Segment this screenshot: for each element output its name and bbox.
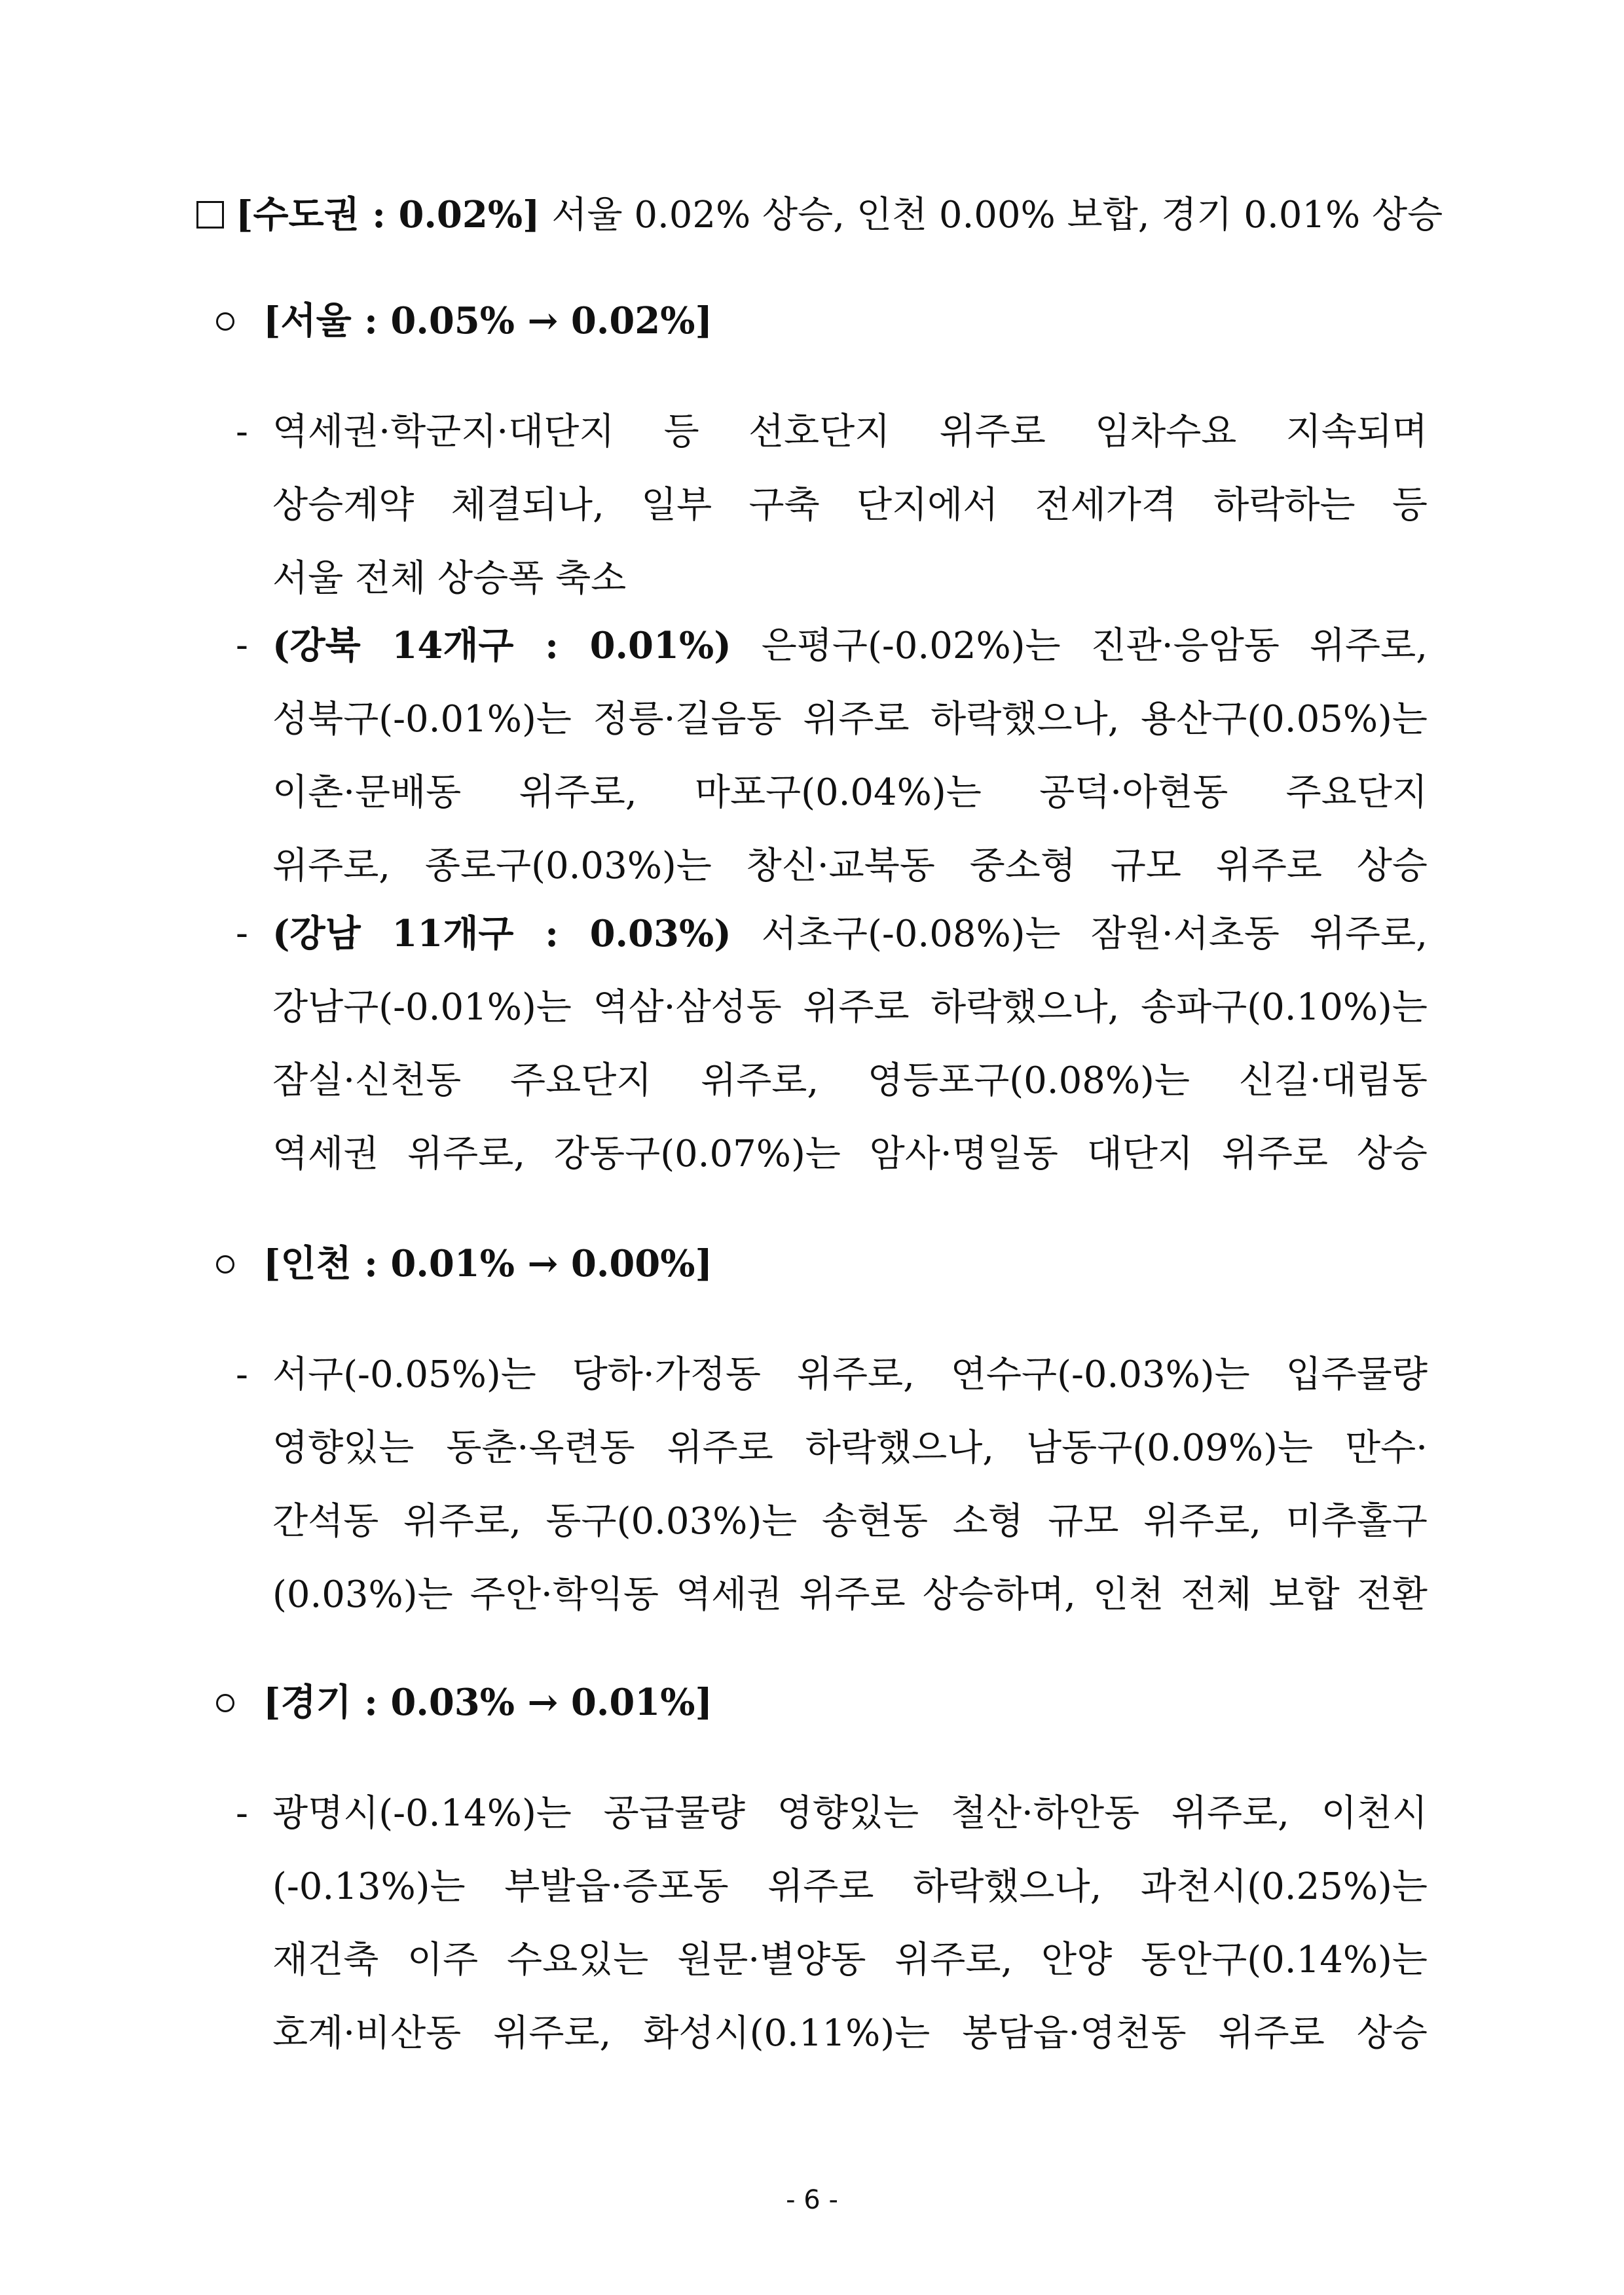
bullet-paragraph bbox=[236, 897, 1428, 1191]
dash-marker: - bbox=[236, 411, 248, 453]
paragraph-line: 강남구(-0.01%)는 역삼·삼성동 위주로 하락했으나, 송파구(0.10%)는 bbox=[272, 986, 1428, 1029]
paragraph-line: 서초구(-0.08%)는 잠원·서초동 위주로, bbox=[731, 913, 1428, 955]
paragraph-line: 이촌·문배동 위주로, 마포구(0.04%)는 공덕·아현동 주요단지 bbox=[272, 771, 1428, 814]
paragraph-line: 잠실·신천동 주요단지 위주로, 영등포구(0.08%)는 신길·대림동 bbox=[272, 1059, 1428, 1102]
paragraph-line: (0.03%)는 주안·학익동 역세권 위주로 상승하며, 인천 전체 보합 전환 bbox=[272, 1573, 1428, 1616]
subsection-heading-seoul bbox=[216, 288, 1395, 354]
heading-label: [수도권 : 0.02%] bbox=[236, 193, 540, 236]
bullet-paragraph bbox=[236, 609, 1428, 903]
section-heading bbox=[196, 182, 1443, 248]
bullet-paragraph bbox=[236, 395, 1428, 615]
square-bullet-icon bbox=[196, 201, 224, 229]
paragraph-line: 위주로, 종로구(0.03%)는 창신·교북동 중소형 규모 위주로 상승 bbox=[272, 845, 1428, 887]
paragraph-line: 역세권·학군지·대단지 등 선호단지 위주로 임차수요 지속되며 bbox=[272, 411, 1428, 453]
paragraph-line: 성북구(-0.01%)는 정릉·길음동 위주로 하락했으나, 용산구(0.05%)는 bbox=[272, 698, 1428, 741]
bold-prefix: (강남 11개구 : 0.03%) bbox=[272, 912, 731, 955]
paragraph-line: (-0.13%)는 부발읍·증포동 위주로 하락했으나, 과천시(0.25%)는 bbox=[272, 1865, 1428, 1908]
paragraph-line: 호계·비산동 위주로, 화성시(0.11%)는 봉담읍·영천동 위주로 상승 bbox=[272, 2012, 1428, 2055]
dash-marker: - bbox=[236, 624, 248, 667]
circle-bullet-icon bbox=[216, 1255, 234, 1274]
paragraph-line: 광명시(-0.14%)는 공급물량 영향있는 철산·하안동 위주로, 이천시 bbox=[272, 1792, 1428, 1835]
circle-bullet-icon bbox=[216, 312, 234, 331]
paragraph-line: 서울 전체 상승폭 축소 bbox=[272, 557, 627, 600]
paragraph-line: 역세권 위주로, 강동구(0.07%)는 암사·명일동 대단지 위주로 상승 bbox=[272, 1133, 1428, 1175]
subsection-label: [인천 : 0.01% → 0.00%] bbox=[263, 1242, 712, 1285]
paragraph-line: 은평구(-0.02%)는 진관·응암동 위주로, bbox=[731, 625, 1428, 667]
paragraph-line: 간석동 위주로, 동구(0.03%)는 송현동 소형 규모 위주로, 미추홀구 bbox=[272, 1500, 1428, 1543]
heading-text: 서울 0.02% 상승, 인천 0.00% 보합, 경기 0.01% 상승 bbox=[540, 194, 1443, 236]
dash-marker: - bbox=[236, 1792, 248, 1835]
subsection-label: [경기 : 0.03% → 0.01%] bbox=[263, 1681, 712, 1724]
paragraph-line: 상승계약 체결되나, 일부 구축 단지에서 전세가격 하락하는 등 bbox=[272, 484, 1428, 526]
paragraph-line: 서구(-0.05%)는 당하·가정동 위주로, 연수구(-0.03%)는 입주물량 bbox=[272, 1353, 1428, 1396]
subsection-label: [서울 : 0.05% → 0.02%] bbox=[263, 299, 712, 342]
subsection-heading-incheon bbox=[216, 1231, 1395, 1297]
bold-prefix: (강북 14개구 : 0.01%) bbox=[272, 624, 731, 667]
bullet-paragraph bbox=[236, 1338, 1428, 1632]
dash-marker: - bbox=[236, 1353, 248, 1396]
dash-marker: - bbox=[236, 912, 248, 955]
paragraph-line: 재건축 이주 수요있는 원문·별양동 위주로, 안양 동안구(0.14%)는 bbox=[272, 1939, 1428, 1981]
subsection-heading-gyeonggi bbox=[216, 1670, 1395, 1736]
bullet-paragraph bbox=[236, 1777, 1428, 2070]
page-number: - 6 - bbox=[786, 2185, 838, 2215]
circle-bullet-icon bbox=[216, 1694, 234, 1712]
paragraph-line: 영향있는 동춘·옥련동 위주로 하락했으나, 남동구(0.09%)는 만수· bbox=[272, 1427, 1428, 1469]
